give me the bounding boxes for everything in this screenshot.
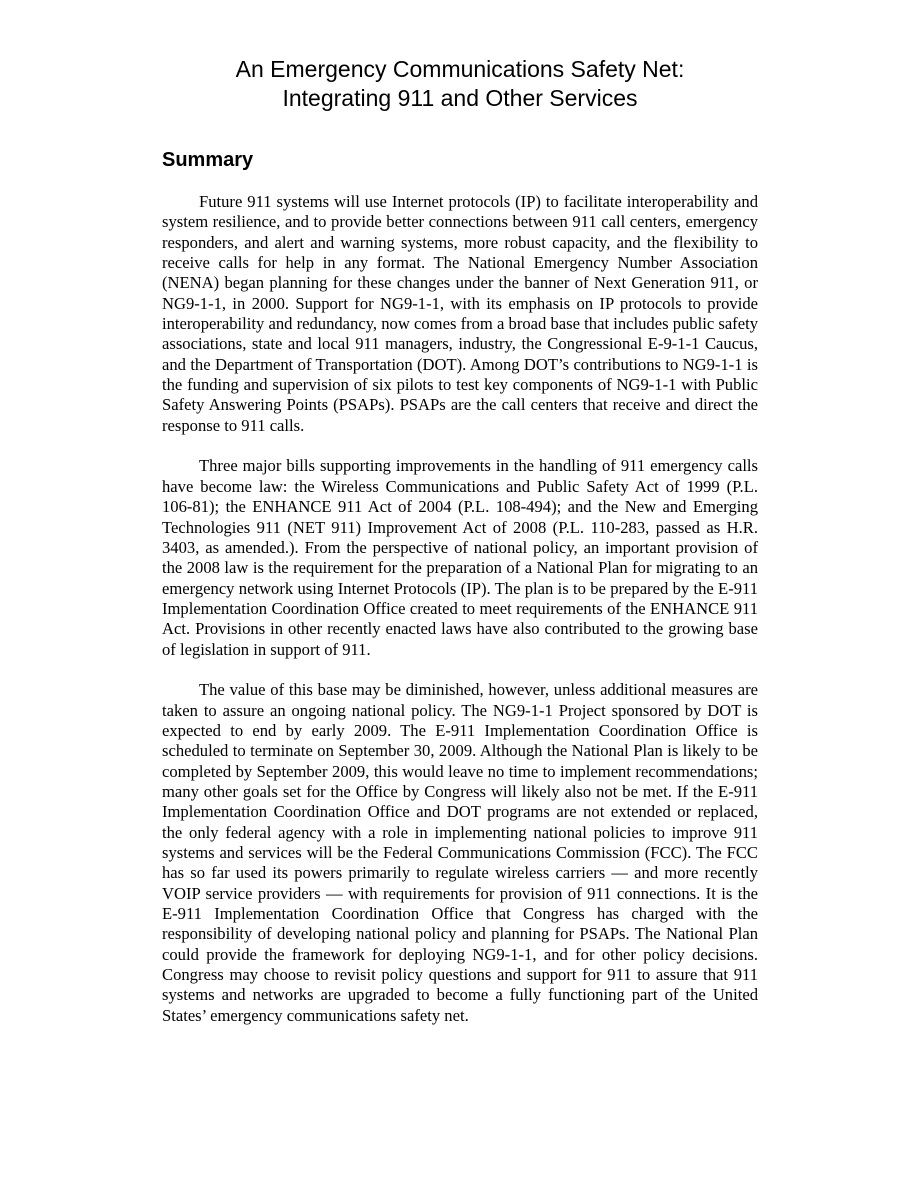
paragraph: The value of this base may be diminished, however, unless additional measures are taken to assure an ongoing national policy. The NG9-1-1 Project sponsored by DOT is expected to end by early 2009. The E-911 Implementation Coordination Office is scheduled to terminate on September 30, 2009. Although the National Plan is likely to be completed by September 2009, this would leave no time to implement recommendations; many other goals set for the Office by Congress will likely also not be met. If the E-911 Implementation Coordination Office and DOT programs are not extended or replaced, the only federal agency with a role in implementing national policies to improve 911 systems and services will be the Federal Communications Commission (FCC). The FCC has so far used its powers primarily to regulate wireless carriers — and more recently VOIP service providers — with requirements for provision of 911 connections. It is the E-911 Implementation Coordination Office that Congress has charged with the responsibility of developing national policy and planning for PSAPs. The National Plan could provide the framework for deploying NG9-1-1, and for other policy decisions. Congress may choose to revisit policy questions and support for 911 to assure that 911 systems and networks are upgraded to become a fully functioning part of the United States’ emergency communications safety net. [162, 680, 758, 1025]
section-heading: Summary [162, 149, 254, 171]
paragraph: Three major bills supporting improvements in the handling of 911 emergency calls have become law: the Wireless Communications and Public Safety Act of 1999 (P.L. 106-81); the ENHANCE 911 Act of 2004 (P.L. 108-494); and the New and Emerging Technologies 911 (NET 911) Improvement Act of 2008 (P.L. 110-283, passed as H.R. 3403, as amended.). From the perspective of national policy, an important provision of the 2008 law is the requirement for the preparation of a National Plan for migrating to an emergency network using Internet Protocols (IP). The plan is to be prepared by the E-911 Implementation Coordination Office created to meet requirements of the ENHANCE 911 Act. Provisions in other recently enacted laws have also contributed to the growing base of legislation in support of 911. [162, 456, 758, 659]
summary-body [162, 192, 758, 1026]
paragraph: Future 911 systems will use Internet protocols (IP) to facilitate interoperability and system resilience, and to provide better connections between 911 call centers, emergency responders, and alert and warning systems, more robust capacity, and the flexibility to receive calls for help in any format. The National Emergency Number Association (NENA) began planning for these changes under the banner of Next Generation 911, or NG9-1-1, in 2000. Support for NG9-1-1, with its emphasis on IP protocols to provide interoperability and redundancy, now comes from a broad base that includes public safety associations, state and local 911 managers, industry, the Congressional E-9-1-1 Caucus, and the Department of Transportation (DOT). Among DOT’s contributions to NG9-1-1 is the funding and supervision of six pilots to test key components of NG9-1-1 with Public Safety Answering Points (PSAPs). PSAPs are the call centers that receive and direct the response to 911 calls. [162, 192, 758, 435]
title-line-1: An Emergency Communications Safety Net: [235, 56, 685, 82]
title-line-2: Integrating 911 and Other Services [282, 85, 638, 111]
document-title [0, 55, 920, 113]
